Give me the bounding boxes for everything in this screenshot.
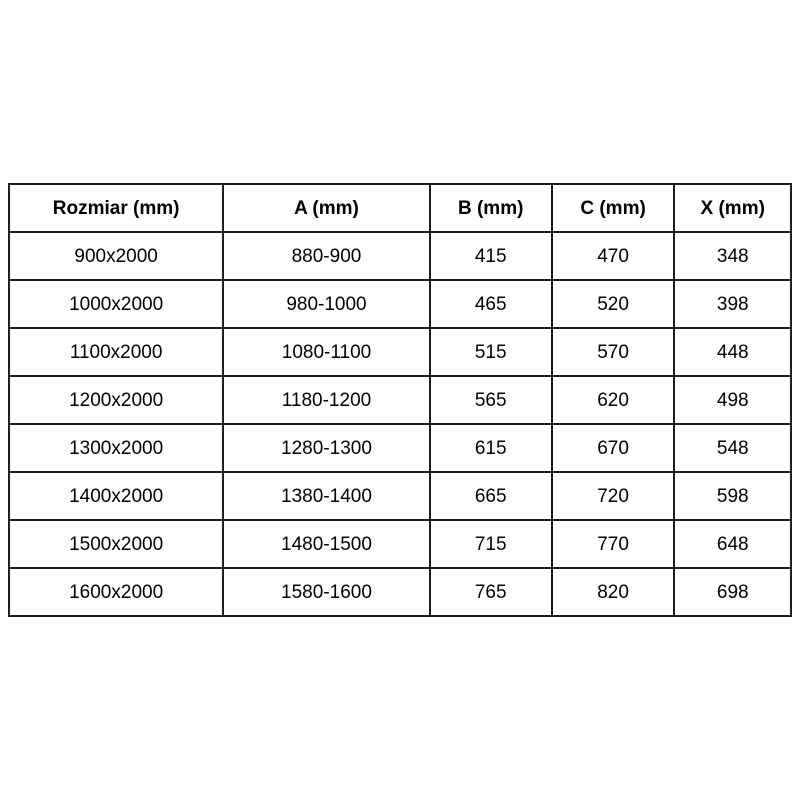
table-cell: 980-1000 [223,280,429,328]
table-row [9,424,791,472]
table-cell: 348 [674,232,791,280]
table-cell: 1280-1300 [223,424,429,472]
table-cell: 1600x2000 [9,568,223,616]
table-cell: 770 [552,520,675,568]
table-row [9,376,791,424]
table-cell: 548 [674,424,791,472]
table-cell: 1200x2000 [9,376,223,424]
table-cell: 615 [430,424,552,472]
table-row [9,568,791,616]
column-header-c: C (mm) [552,184,675,232]
table-cell: 520 [552,280,675,328]
table-cell: 470 [552,232,675,280]
table-row [9,232,791,280]
table-cell: 398 [674,280,791,328]
table-cell: 565 [430,376,552,424]
column-header-rozmiar: Rozmiar (mm) [9,184,223,232]
table-cell: 665 [430,472,552,520]
table-cell: 448 [674,328,791,376]
table-row [9,520,791,568]
size-table-container [8,183,792,617]
table-cell: 880-900 [223,232,429,280]
table-row [9,328,791,376]
table-cell: 515 [430,328,552,376]
table-cell: 698 [674,568,791,616]
table-row [9,472,791,520]
table-body [9,232,791,616]
column-header-b: B (mm) [430,184,552,232]
table-cell: 1100x2000 [9,328,223,376]
table-row [9,280,791,328]
table-cell: 1500x2000 [9,520,223,568]
table-cell: 498 [674,376,791,424]
table-cell: 598 [674,472,791,520]
table-cell: 765 [430,568,552,616]
table-cell: 1000x2000 [9,280,223,328]
table-cell: 1380-1400 [223,472,429,520]
table-cell: 820 [552,568,675,616]
table-cell: 720 [552,472,675,520]
table-cell: 900x2000 [9,232,223,280]
table-cell: 1480-1500 [223,520,429,568]
column-header-a: A (mm) [223,184,429,232]
table-cell: 620 [552,376,675,424]
table-cell: 1180-1200 [223,376,429,424]
table-cell: 1300x2000 [9,424,223,472]
table-cell: 415 [430,232,552,280]
table-cell: 715 [430,520,552,568]
table-header-row [9,184,791,232]
size-table [8,183,792,617]
table-cell: 570 [552,328,675,376]
table-cell: 648 [674,520,791,568]
table-cell: 670 [552,424,675,472]
table-cell: 1580-1600 [223,568,429,616]
table-cell: 1400x2000 [9,472,223,520]
table-cell: 1080-1100 [223,328,429,376]
column-header-x: X (mm) [674,184,791,232]
table-cell: 465 [430,280,552,328]
